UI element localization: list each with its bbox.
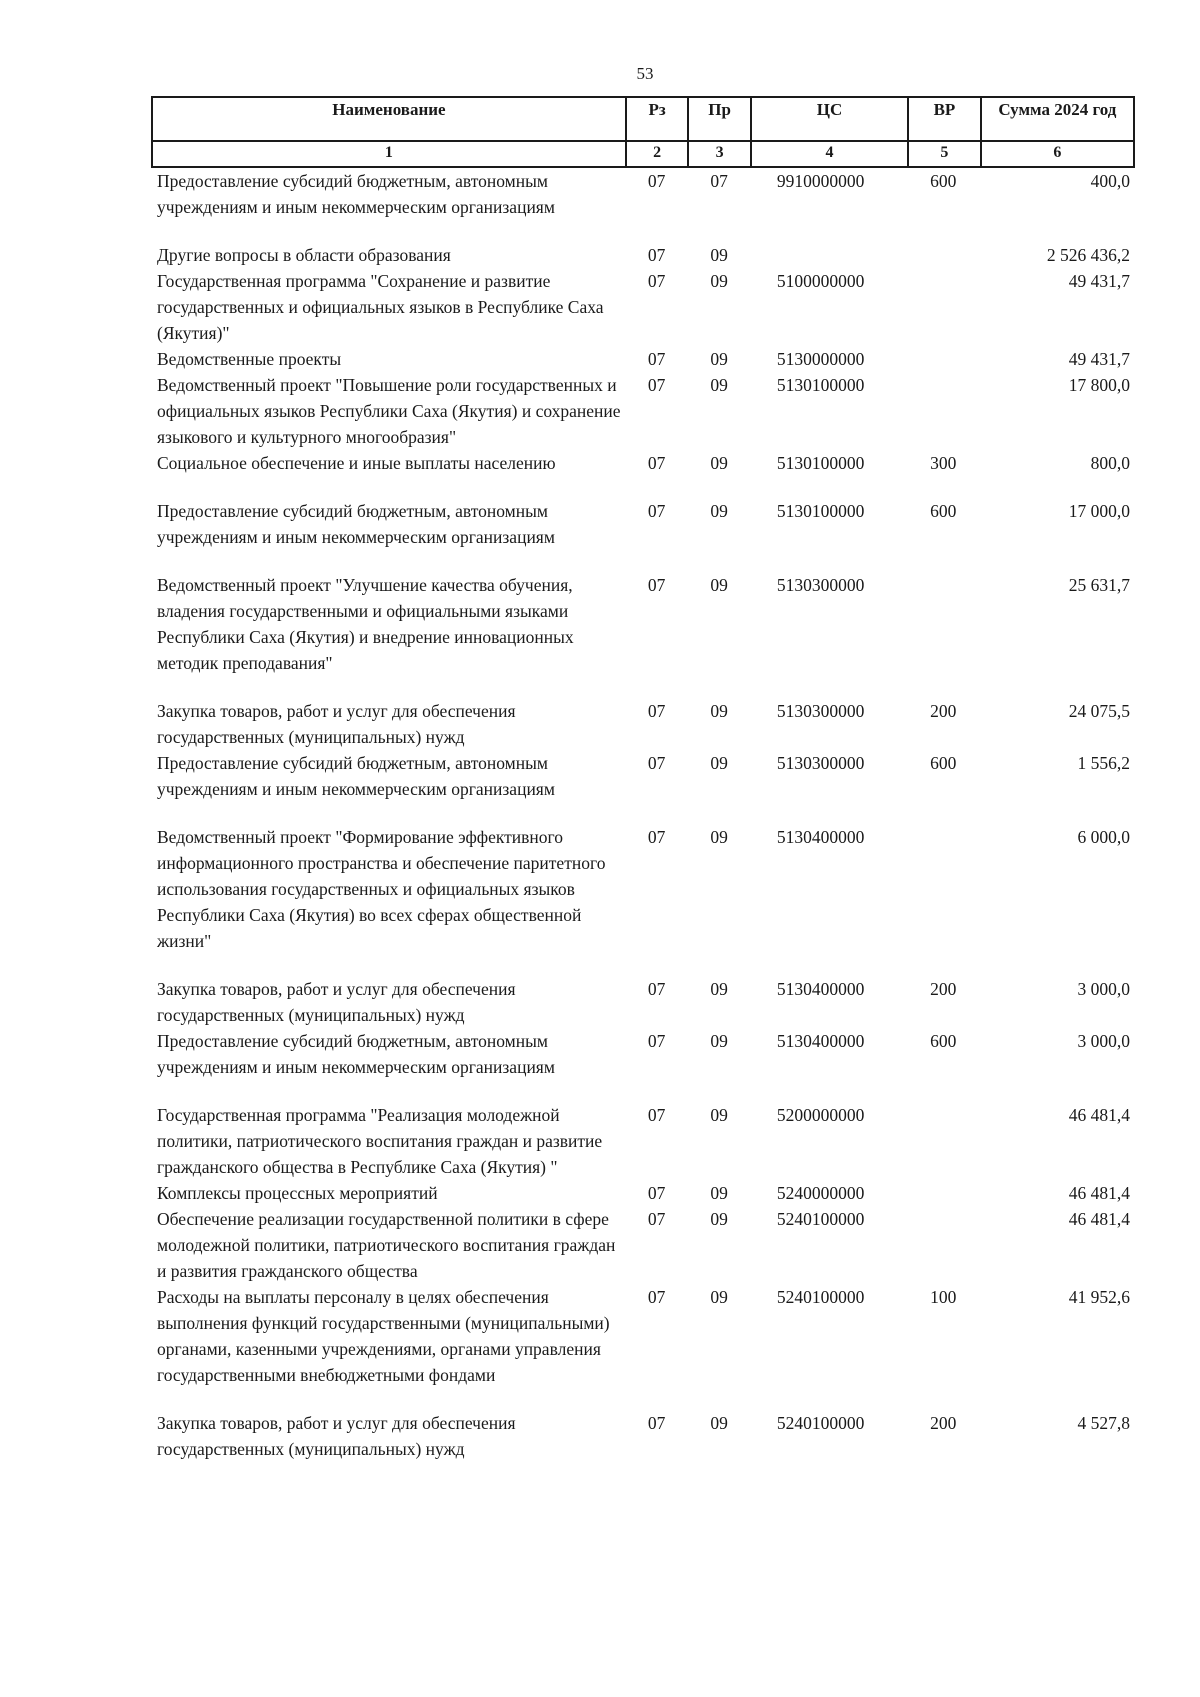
row-sum: 800,0 <box>1090 453 1130 473</box>
table-row <box>152 450 1134 498</box>
row-vr <box>908 1102 981 1180</box>
row-vr: 600 <box>930 171 957 191</box>
table-row <box>152 698 1134 750</box>
row-name: Ведомственный проект "Повышение роли государственных и официальных языков Республики Саха (Якутия) и сохранение языкового и культурного многообразия" <box>157 375 621 447</box>
row-pr: 09 <box>710 501 728 521</box>
row-name: Государственная программа "Реализация молодежной политики, патриотического воспитания граждан и развитие гражданского общества в Республике Саха (Якутия) " <box>157 1105 603 1177</box>
row-name: Обеспечение реализации государственной политики в сфере молодежной политики, патриотического воспитания граждан и развития гражданского общества <box>157 1209 616 1281</box>
row-cs: 5130400000 <box>776 979 865 999</box>
row-name: Комплексы процессных мероприятий <box>157 1183 438 1203</box>
page-number: 53 <box>636 64 654 83</box>
row-sum: 4 527,8 <box>1077 1413 1130 1433</box>
row-vr: 600 <box>930 753 957 773</box>
row-pr: 09 <box>710 701 728 721</box>
row-sum: 24 075,5 <box>1068 701 1130 721</box>
table-row <box>152 1410 1134 1462</box>
table-row <box>152 1284 1134 1410</box>
table-row <box>152 1180 1134 1206</box>
table-row <box>152 1206 1134 1284</box>
row-pr: 09 <box>710 1183 728 1203</box>
row-vr <box>908 1180 981 1206</box>
row-sum: 17 800,0 <box>1068 375 1130 395</box>
table-header <box>152 97 1134 167</box>
row-rz: 07 <box>647 271 666 291</box>
row-rz: 07 <box>647 453 666 473</box>
table-row <box>152 268 1134 346</box>
column-number: 1 <box>152 141 626 167</box>
row-name: Государственная программа "Сохранение и развитие государственных и официальных языков в Республике Саха (Якутия)" <box>157 271 604 343</box>
row-vr <box>908 824 981 976</box>
row-rz: 07 <box>647 245 666 265</box>
row-cs: 5130400000 <box>776 827 865 847</box>
header-sum: Сумма 2024 год <box>981 97 1134 141</box>
row-vr: 200 <box>930 979 957 999</box>
row-rz: 07 <box>647 171 666 191</box>
row-rz: 07 <box>647 375 666 395</box>
row-sum: 3 000,0 <box>1077 979 1130 999</box>
row-name: Предоставление субсидий бюджетным, автономным учреждениям и иным некоммерческим организациям <box>157 1031 555 1077</box>
row-rz: 07 <box>647 701 666 721</box>
table-row <box>152 1102 1134 1180</box>
row-pr: 09 <box>710 245 728 265</box>
row-vr: 600 <box>930 501 957 521</box>
row-rz: 07 <box>647 1031 666 1051</box>
table-row <box>152 372 1134 450</box>
row-pr: 09 <box>710 753 728 773</box>
row-cs: 9910000000 <box>776 171 865 191</box>
row-cs: 5240100000 <box>776 1209 865 1229</box>
row-cs: 5240000000 <box>776 1183 865 1203</box>
budget-table <box>151 96 1135 1462</box>
row-pr: 09 <box>710 1105 728 1125</box>
row-pr: 09 <box>710 1209 728 1229</box>
row-sum: 3 000,0 <box>1077 1031 1130 1051</box>
row-cs: 5130300000 <box>776 753 865 773</box>
row-cs: 5130100000 <box>776 375 865 395</box>
table-row <box>152 167 1134 242</box>
row-vr: 100 <box>930 1287 957 1307</box>
row-sum: 17 000,0 <box>1068 501 1130 521</box>
row-sum: 1 556,2 <box>1077 753 1130 773</box>
row-cs: 5130100000 <box>776 453 865 473</box>
row-rz: 07 <box>647 575 666 595</box>
row-vr <box>908 268 981 346</box>
row-name: Другие вопросы в области образования <box>157 245 451 265</box>
row-pr: 09 <box>710 1031 728 1051</box>
row-pr: 09 <box>710 349 728 369</box>
row-name: Расходы на выплаты персоналу в целях обеспечения выполнения функций государственными (муниципальными) органами, казенными учреждениями, органами управления государственными внебюджетными фондами <box>157 1287 610 1385</box>
row-vr <box>908 572 981 698</box>
row-sum: 46 481,4 <box>1068 1209 1130 1229</box>
row-cs: 5130100000 <box>776 501 865 521</box>
row-name: Ведомственный проект "Формирование эффективного информационного пространства и обеспечение паритетного использования государственных и официальных языков Республики Саха (Якутия) во всех сферах общественной жизни" <box>157 827 606 951</box>
column-number: 3 <box>688 141 751 167</box>
row-rz: 07 <box>647 1183 666 1203</box>
row-rz: 07 <box>647 827 666 847</box>
column-number-row <box>152 141 1134 167</box>
table-row <box>152 1028 1134 1102</box>
header-row <box>152 97 1134 141</box>
header-pr: Пр <box>688 97 751 141</box>
row-pr: 09 <box>710 375 728 395</box>
table-body <box>152 167 1134 1462</box>
column-number: 5 <box>908 141 981 167</box>
header-name: Наименование <box>152 97 626 141</box>
row-sum: 46 481,4 <box>1068 1183 1130 1203</box>
row-sum: 49 431,7 <box>1068 271 1130 291</box>
row-vr: 200 <box>930 1413 957 1433</box>
row-vr <box>908 346 981 372</box>
row-name: Предоставление субсидий бюджетным, автономным учреждениям и иным некоммерческим организациям <box>157 501 555 547</box>
row-name: Предоставление субсидий бюджетным, автономным учреждениям и иным некоммерческим организациям <box>157 753 555 799</box>
row-pr: 09 <box>710 1413 728 1433</box>
row-cs: 5130300000 <box>776 575 865 595</box>
header-cs: ЦС <box>751 97 908 141</box>
row-rz: 07 <box>647 1105 666 1125</box>
row-rz: 07 <box>647 753 666 773</box>
row-vr <box>908 372 981 450</box>
row-pr: 09 <box>710 827 728 847</box>
row-sum: 6 000,0 <box>1077 827 1130 847</box>
row-pr: 09 <box>710 575 728 595</box>
row-sum: 25 631,7 <box>1068 575 1130 595</box>
row-name: Ведомственные проекты <box>157 349 342 369</box>
row-sum: 2 526 436,2 <box>1046 245 1130 265</box>
row-vr: 600 <box>930 1031 957 1051</box>
row-name: Закупка товаров, работ и услуг для обеспечения государственных (муниципальных) нужд <box>157 1413 516 1459</box>
row-vr <box>908 242 981 268</box>
table-row <box>152 824 1134 976</box>
row-cs <box>751 242 908 268</box>
row-cs: 5130400000 <box>776 1031 865 1051</box>
row-sum: 49 431,7 <box>1068 349 1130 369</box>
row-vr: 200 <box>930 701 957 721</box>
table-row <box>152 242 1134 268</box>
row-rz: 07 <box>647 349 666 369</box>
row-cs: 5130300000 <box>776 701 865 721</box>
column-number: 6 <box>981 141 1134 167</box>
row-name: Закупка товаров, работ и услуг для обеспечения государственных (муниципальных) нужд <box>157 701 516 747</box>
row-sum: 46 481,4 <box>1068 1105 1130 1125</box>
row-sum: 400,0 <box>1090 171 1130 191</box>
row-pr: 09 <box>710 453 728 473</box>
table-row <box>152 750 1134 824</box>
row-name: Социальное обеспечение и иные выплаты населению <box>157 453 556 473</box>
row-name: Закупка товаров, работ и услуг для обеспечения государственных (муниципальных) нужд <box>157 979 516 1025</box>
table-row <box>152 346 1134 372</box>
row-pr: 09 <box>710 271 728 291</box>
table-row <box>152 572 1134 698</box>
row-cs: 5130000000 <box>776 349 865 369</box>
header-rz: Рз <box>626 97 689 141</box>
row-rz: 07 <box>647 1287 666 1307</box>
row-vr <box>908 1206 981 1284</box>
row-pr: 07 <box>710 171 728 191</box>
row-cs: 5200000000 <box>776 1105 865 1125</box>
row-sum: 41 952,6 <box>1068 1287 1130 1307</box>
row-cs: 5100000000 <box>776 271 865 291</box>
row-cs: 5240100000 <box>776 1287 865 1307</box>
row-pr: 09 <box>710 979 728 999</box>
row-rz: 07 <box>647 979 666 999</box>
column-number: 2 <box>626 141 689 167</box>
row-name: Ведомственный проект "Улучшение качества обучения, владения государственными и официальными языками Республики Саха (Якутия) и внедрение инновационных методик преподавания" <box>157 575 574 673</box>
row-vr: 300 <box>930 453 957 473</box>
column-number: 4 <box>751 141 908 167</box>
row-rz: 07 <box>647 1413 666 1433</box>
row-cs: 5240100000 <box>776 1413 865 1433</box>
row-rz: 07 <box>647 501 666 521</box>
row-rz: 07 <box>647 1209 666 1229</box>
table-row <box>152 976 1134 1028</box>
table-row <box>152 498 1134 572</box>
header-vr: ВР <box>908 97 981 141</box>
row-name: Предоставление субсидий бюджетным, автономным учреждениям и иным некоммерческим организациям <box>157 171 555 217</box>
row-pr: 09 <box>710 1287 728 1307</box>
